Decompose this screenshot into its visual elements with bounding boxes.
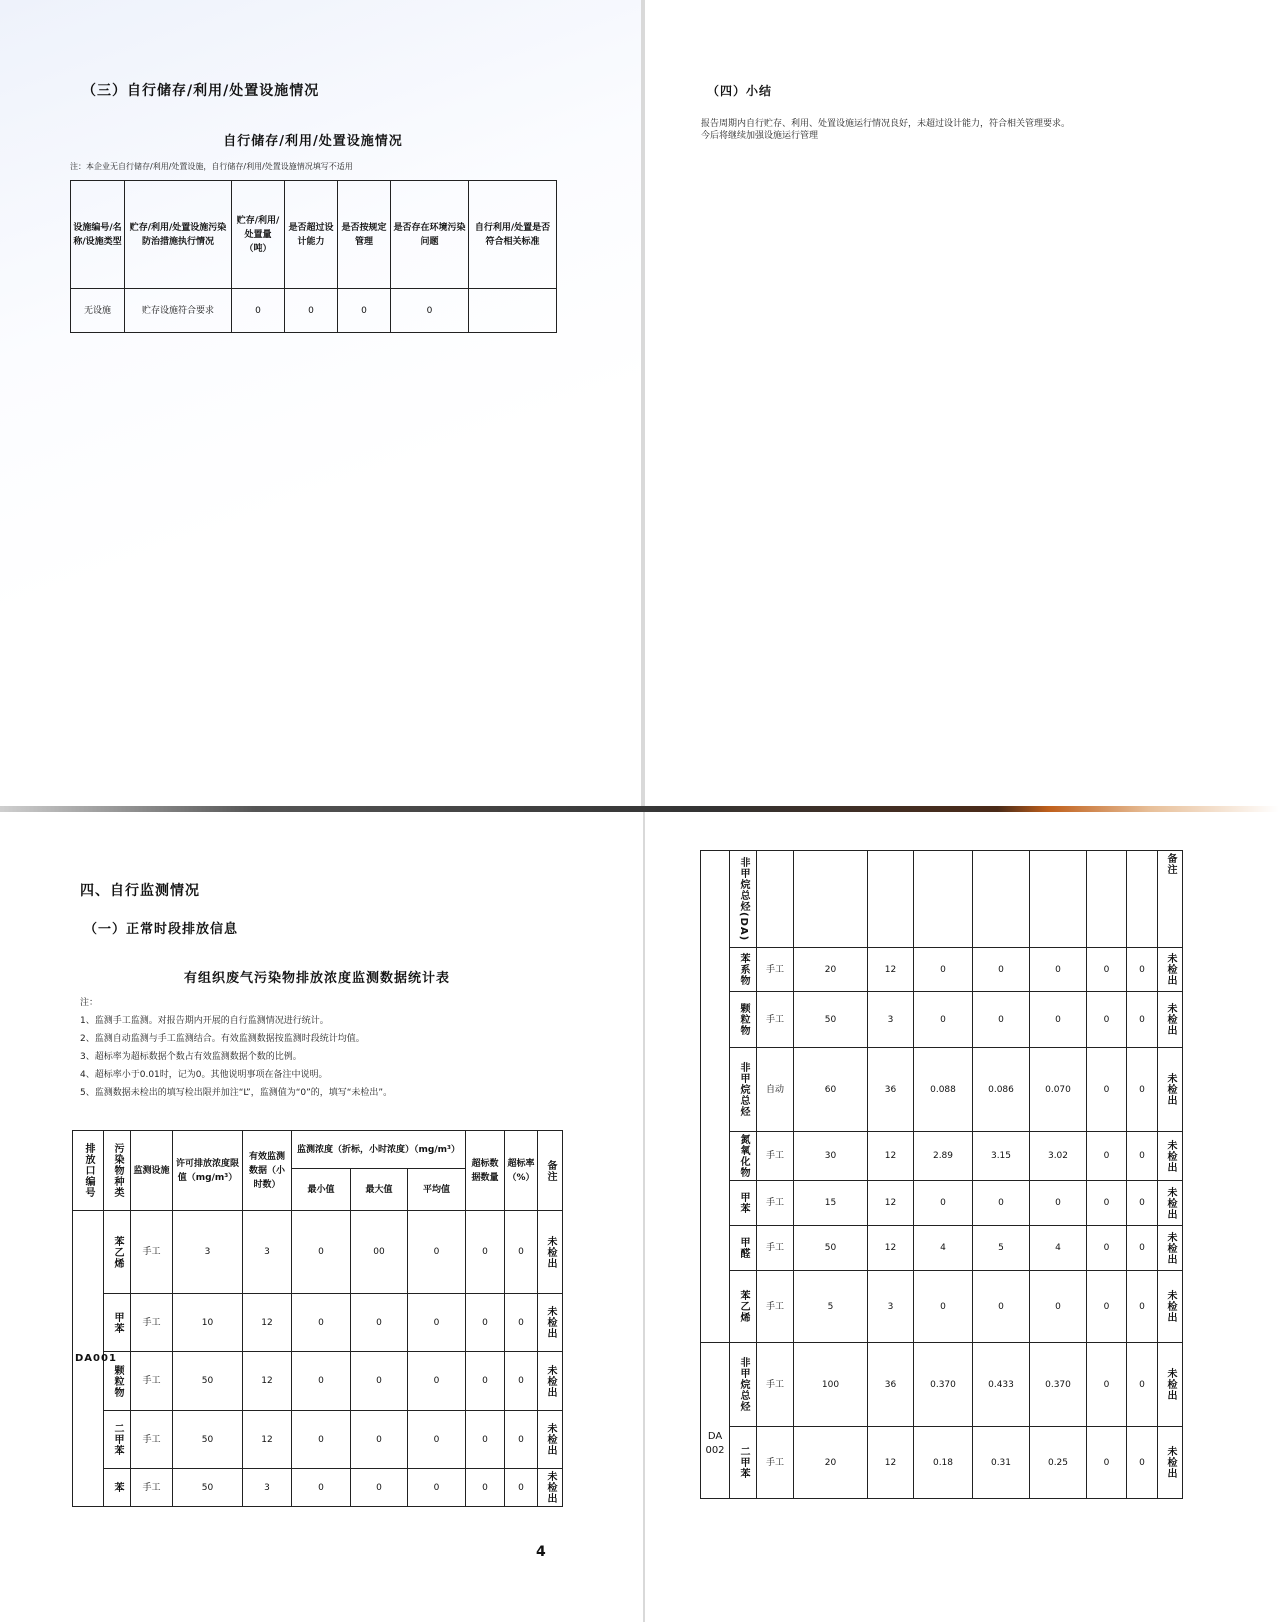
table-row	[701, 851, 1183, 948]
cell: 无设施	[71, 289, 125, 333]
table-row	[71, 289, 557, 333]
table-row: 苯乙烯 手工 5 3 0 0 0 0 0 未检出	[701, 1271, 1183, 1343]
header-outlet: 排放口编号	[83, 1143, 94, 1198]
table-row: 二甲苯 手工 20 12 0.18 0.31 0.25 0 0 未检出	[701, 1427, 1183, 1499]
table-title: 自行储存/利用/处置设施情况	[223, 134, 403, 149]
header-method: 监测设施	[131, 1131, 173, 1211]
table-row: 二甲苯 手工 50 12 0 0 0 0 0 未检出	[73, 1411, 563, 1469]
section-heading: （三）自行储存/利用/处置设施情况	[82, 83, 320, 99]
section-heading: （四）小结	[707, 84, 773, 98]
summary-line-1: 报告周期内自行贮存、利用、处置设施运行情况良好，未超过设计能力，符合相关管理要求。	[701, 119, 1071, 129]
header-avg: 平均值	[408, 1169, 466, 1211]
continued-remark: 备注	[1165, 853, 1176, 875]
continued-label: 非甲烷总烃(DA)	[738, 856, 749, 942]
header-exceed-rate: 超标率（%）	[505, 1131, 538, 1211]
page-top-left	[0, 0, 641, 806]
section-heading: 四、自行监测情况	[80, 883, 200, 899]
table-row: 甲苯 手工 15 12 0 0 0 0 0 未检出	[701, 1181, 1183, 1226]
outlet-id: DA 002	[701, 1343, 730, 1499]
storage-table	[70, 180, 557, 333]
header-min: 最小值	[292, 1169, 351, 1211]
monitoring-table	[72, 1130, 563, 1507]
cell: 0	[232, 289, 285, 333]
table-row: 氮氧化物 手工 30 12 2.89 3.15 3.02 0 0 未检出	[701, 1132, 1183, 1181]
monitoring-table-continued	[700, 850, 1183, 1499]
header-cell: 贮存/利用/处置设施污染防治措施执行情况	[125, 181, 232, 289]
cell	[469, 289, 557, 333]
header-cell: 是否按规定管理	[338, 181, 391, 289]
summary-line-2: 今后将继续加强设施运行管理	[701, 131, 819, 141]
cell: 0	[285, 289, 338, 333]
header-cell: 是否存在环境污染问题	[391, 181, 469, 289]
header-concentration: 监测浓度（折标，小时浓度）（mg/m³）	[292, 1131, 466, 1169]
table-row: DA001 苯乙烯 手工 3 3 0 00 0 0 0 未检出	[73, 1211, 563, 1294]
page-number: 4	[536, 1544, 546, 1560]
header-cell: 自行利用/处置是否符合相关标准	[469, 181, 557, 289]
header-limit: 许可排放浓度限值（mg/m³）	[173, 1131, 243, 1211]
cell: 贮存设施符合要求	[125, 289, 232, 333]
cell: 0	[338, 289, 391, 333]
header-pollutant: 污染物种类	[112, 1143, 123, 1198]
table-row: 颗粒物 手工 50 3 0 0 0 0 0 未检出	[701, 992, 1183, 1048]
page-bottom-left	[0, 812, 643, 1622]
header-cell: 设施编号/名称/设施类型	[71, 181, 125, 289]
table-note: 注：本企业无自行储存/利用/处置设施，自行储存/利用/处置设施情况填写不适用	[70, 162, 353, 171]
table-row: 甲醛 手工 50 12 4 5 4 0 0 未检出	[701, 1226, 1183, 1271]
page-top-right	[645, 0, 1279, 806]
table-row: 颗粒物 手工 50 12 0 0 0 0 0 未检出	[73, 1352, 563, 1411]
cell: 0	[391, 289, 469, 333]
header-valid: 有效监测数据（小时数）	[243, 1131, 292, 1211]
table-row: 苯系物 手工 20 12 0 0 0 0 0 未检出	[701, 948, 1183, 992]
table-row: 甲苯 手工 10 12 0 0 0 0 0 未检出	[73, 1294, 563, 1352]
page-bottom-right	[648, 812, 1279, 1622]
table-notes: 注： 1、监测手工监测。对报告期内开展的自行监测情况进行统计。 2、监测自动监测与手工监测结合。有效监测数据按监测时段统计均值。 3、超标率为超标数据个数占有效监测数据个数的比例。 4、超标率小于0.01时，记为0。其他说明事项在备注中说明。 5、监测数据未检出的填写检出限并加注“L”，监测值为“0”的，填写“未检出”。	[80, 998, 393, 1098]
subsection-heading: （一）正常时段排放信息	[84, 922, 239, 937]
header-remark: 备注	[545, 1159, 557, 1182]
table-title: 有组织废气污染物排放浓度监测数据统计表	[183, 971, 450, 986]
header-cell: 贮存/利用/处置量（吨）	[232, 181, 285, 289]
table-row: 非甲烷总烃 自动 60 36 0.088 0.086 0.070 0 0 未检出	[701, 1048, 1183, 1132]
table-row: 苯 手工 50 3 0 0 0 0 0 未检出	[73, 1469, 563, 1507]
header-cell: 是否超过设计能力	[285, 181, 338, 289]
header-exceed-count: 超标数据数量	[466, 1131, 505, 1211]
outlet-id: DA001	[75, 1352, 117, 1364]
table-row: DA 002 非甲烷总烃 手工 100 36 0.370 0.433 0.370 0 0 未检出	[701, 1343, 1183, 1427]
header-max: 最大值	[351, 1169, 408, 1211]
